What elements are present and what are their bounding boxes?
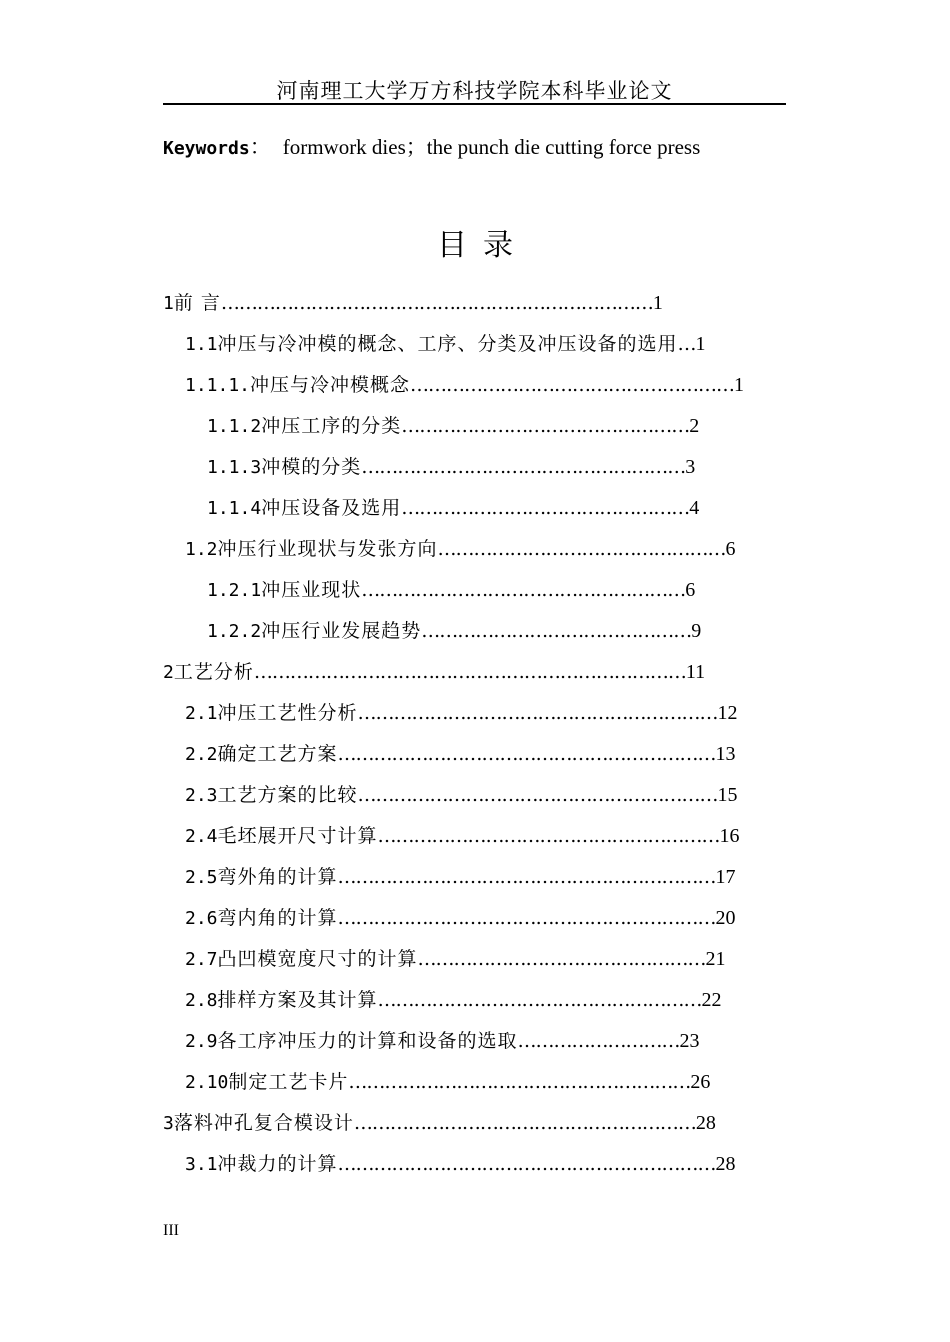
toc-entry-page: 1 bbox=[652, 292, 663, 314]
toc-entry-number: 2.8 bbox=[185, 990, 218, 1011]
toc-entry-page: 11 bbox=[685, 661, 706, 683]
toc-entry-leader: ………………………………………… bbox=[401, 497, 690, 519]
toc-entry-page: 20 bbox=[715, 907, 736, 929]
toc-entry-number: 1.2.1 bbox=[207, 580, 262, 601]
toc-entry-title: 制定工艺卡片 bbox=[228, 1071, 349, 1093]
toc-entry-number: 1.2.2 bbox=[207, 621, 262, 642]
toc-entry-title: 冲压设备及选用 bbox=[261, 497, 402, 519]
toc-entry-page: 15 bbox=[717, 784, 738, 806]
toc-entry-leader: ……………………………………………………………… bbox=[253, 661, 686, 683]
keywords-line bbox=[163, 133, 700, 163]
toc-entry[interactable] bbox=[163, 902, 803, 943]
toc-entry-title: 工艺方案的比较 bbox=[217, 784, 358, 806]
toc-entry-title: 冲压行业现状与发张方向 bbox=[217, 538, 438, 560]
page-number: III bbox=[163, 1222, 179, 1239]
toc-entry-page: 1 bbox=[734, 374, 745, 396]
toc-entry-leader: ……………………………………………………… bbox=[337, 743, 716, 765]
toc-entry-number: 1.1.4 bbox=[207, 498, 262, 519]
toc-entry-leader: ……………………………………………………… bbox=[337, 907, 716, 929]
toc-entry-number: 1.1.2 bbox=[207, 416, 262, 437]
toc-entry-title: 确定工艺方案 bbox=[217, 743, 338, 765]
toc-entry-title: 各工序冲压力的计算和设备的选取 bbox=[217, 1030, 518, 1052]
toc-entry[interactable] bbox=[163, 943, 803, 984]
toc-entry-number: 2.1 bbox=[185, 703, 218, 724]
header-rule bbox=[163, 103, 786, 105]
toc-entry-leader: ……………………………………………………… bbox=[337, 866, 716, 888]
toc-entry[interactable] bbox=[163, 738, 803, 779]
toc-entry-leader: ……………………………………………… bbox=[361, 456, 686, 478]
toc-entry-title: 落料冲孔复合模设计 bbox=[173, 1112, 354, 1134]
toc-entry-title: 冲压与冷冲模概念 bbox=[250, 374, 411, 396]
toc-entry-leader: ………………………………………………… bbox=[348, 1071, 691, 1093]
toc-entry-number: 1.1.3 bbox=[207, 457, 262, 478]
toc-entry-title: 冲压业现状 bbox=[261, 579, 362, 601]
toc-entry[interactable] bbox=[163, 697, 803, 738]
toc-entry-title: 冲压与冷冲模的概念、工序、分类及冲压设备的选用 bbox=[217, 333, 678, 355]
toc-entry-number: 2.7 bbox=[185, 949, 218, 970]
toc-entry-leader: ……………………… bbox=[517, 1030, 680, 1052]
toc-entry[interactable] bbox=[163, 615, 803, 656]
toc-entry-number: 1.1.1. bbox=[185, 375, 251, 396]
toc-entry[interactable] bbox=[163, 779, 803, 820]
toc-entry-page: 28 bbox=[715, 1153, 736, 1175]
table-of-contents bbox=[163, 287, 803, 1189]
toc-entry[interactable] bbox=[163, 410, 803, 451]
toc-entry-page: 26 bbox=[690, 1071, 711, 1093]
toc-entry-page: 22 bbox=[701, 989, 722, 1011]
toc-entry-leader: …………………………………………………… bbox=[357, 784, 718, 806]
toc-entry-page: 28 bbox=[695, 1112, 716, 1134]
toc-entry-title: 冲压行业发展趋势 bbox=[261, 620, 422, 642]
toc-entry[interactable] bbox=[163, 574, 803, 615]
toc-entry-page: 21 bbox=[705, 948, 726, 970]
toc-entry-leader: ……………………………………………… bbox=[377, 989, 702, 1011]
toc-entry-number: 3.1 bbox=[185, 1154, 218, 1175]
toc-entry-page: 12 bbox=[717, 702, 738, 724]
toc-entry-page: 2 bbox=[689, 415, 700, 437]
toc-entry[interactable] bbox=[163, 1066, 803, 1107]
toc-entry-number: 1 bbox=[163, 293, 174, 314]
toc-entry-title: 毛坯展开尺寸计算 bbox=[217, 825, 378, 847]
toc-entry-number: 2.10 bbox=[185, 1072, 229, 1093]
toc-entry[interactable] bbox=[163, 1025, 803, 1066]
toc-entry-number: 2.3 bbox=[185, 785, 218, 806]
toc-entry-number: 2.2 bbox=[185, 744, 218, 765]
toc-entry-number: 1.2 bbox=[185, 539, 218, 560]
toc-entry-leader: ……………………………………………………………… bbox=[220, 292, 653, 314]
toc-entry-leader: ……………………………………………………… bbox=[337, 1153, 716, 1175]
toc-entry-title: 冲裁力的计算 bbox=[217, 1153, 338, 1175]
toc-entry[interactable] bbox=[163, 287, 803, 328]
toc-entry[interactable] bbox=[163, 492, 803, 533]
toc-entry[interactable] bbox=[163, 1148, 803, 1189]
toc-entry-leader: … bbox=[677, 333, 696, 355]
toc-entry-title: 弯内角的计算 bbox=[217, 907, 338, 929]
toc-entry[interactable] bbox=[163, 533, 803, 574]
toc-entry-page: 9 bbox=[691, 620, 702, 642]
toc-entry-leader: …………………………………………………… bbox=[357, 702, 718, 724]
toc-entry-number: 2.6 bbox=[185, 908, 218, 929]
toc-entry-number: 2.4 bbox=[185, 826, 218, 847]
toc-title: 目录 bbox=[437, 228, 529, 263]
toc-entry[interactable] bbox=[163, 1107, 803, 1148]
toc-entry-title: 凸凹模宽度尺寸的计算 bbox=[217, 948, 418, 970]
keywords-separator: ： bbox=[249, 135, 271, 159]
toc-entry-leader: ……………………………………………… bbox=[410, 374, 735, 396]
toc-entry[interactable] bbox=[163, 861, 803, 902]
toc-entry[interactable] bbox=[163, 369, 803, 410]
toc-entry-title: 工艺分析 bbox=[173, 661, 254, 683]
toc-entry-page: 4 bbox=[689, 497, 700, 519]
toc-entry[interactable] bbox=[163, 984, 803, 1025]
toc-entry-title: 排样方案及其计算 bbox=[217, 989, 378, 1011]
toc-entry-page: 13 bbox=[715, 743, 736, 765]
toc-entry[interactable] bbox=[163, 328, 803, 369]
toc-entry-number: 2 bbox=[163, 662, 174, 683]
toc-entry[interactable] bbox=[163, 656, 803, 697]
toc-entry-leader: ………………………………………… bbox=[437, 538, 726, 560]
toc-entry-title: 冲压工序的分类 bbox=[261, 415, 402, 437]
toc-entry-page: 3 bbox=[685, 456, 696, 478]
toc-entry-page: 6 bbox=[725, 538, 736, 560]
toc-entry-leader: ……………………………………………… bbox=[361, 579, 686, 601]
toc-entry-number: 1.1 bbox=[185, 334, 218, 355]
toc-entry[interactable] bbox=[163, 451, 803, 492]
toc-entry-page: 1 bbox=[695, 333, 706, 355]
toc-entry-leader: ………………………………………… bbox=[401, 415, 690, 437]
toc-entry-number: 2.5 bbox=[185, 867, 218, 888]
toc-entry-title: 冲模的分类 bbox=[261, 456, 362, 478]
running-header: 河南理工大学万方科技学院本科毕业论文 bbox=[276, 79, 673, 103]
toc-entry-title: 冲压工艺性分析 bbox=[217, 702, 358, 724]
toc-entry-leader: ………………………………………………… bbox=[377, 825, 720, 847]
toc-entry-page: 6 bbox=[685, 579, 696, 601]
keywords-value: formwork dies；the punch die cutting force press bbox=[282, 135, 701, 159]
toc-entry[interactable] bbox=[163, 820, 803, 861]
toc-entry-leader: ………………………………………… bbox=[417, 948, 706, 970]
toc-entry-leader: ……………………………………… bbox=[421, 620, 692, 642]
keywords-label: Keywords bbox=[163, 138, 250, 159]
toc-entry-page: 17 bbox=[715, 866, 736, 888]
toc-entry-page: 16 bbox=[719, 825, 740, 847]
toc-entry-page: 23 bbox=[679, 1030, 700, 1052]
toc-entry-number: 2.9 bbox=[185, 1031, 218, 1052]
toc-entry-leader: ………………………………………………… bbox=[353, 1112, 696, 1134]
toc-entry-title: 弯外角的计算 bbox=[217, 866, 338, 888]
toc-entry-title: 前 言 bbox=[173, 292, 221, 314]
toc-entry-number: 3 bbox=[163, 1113, 174, 1134]
